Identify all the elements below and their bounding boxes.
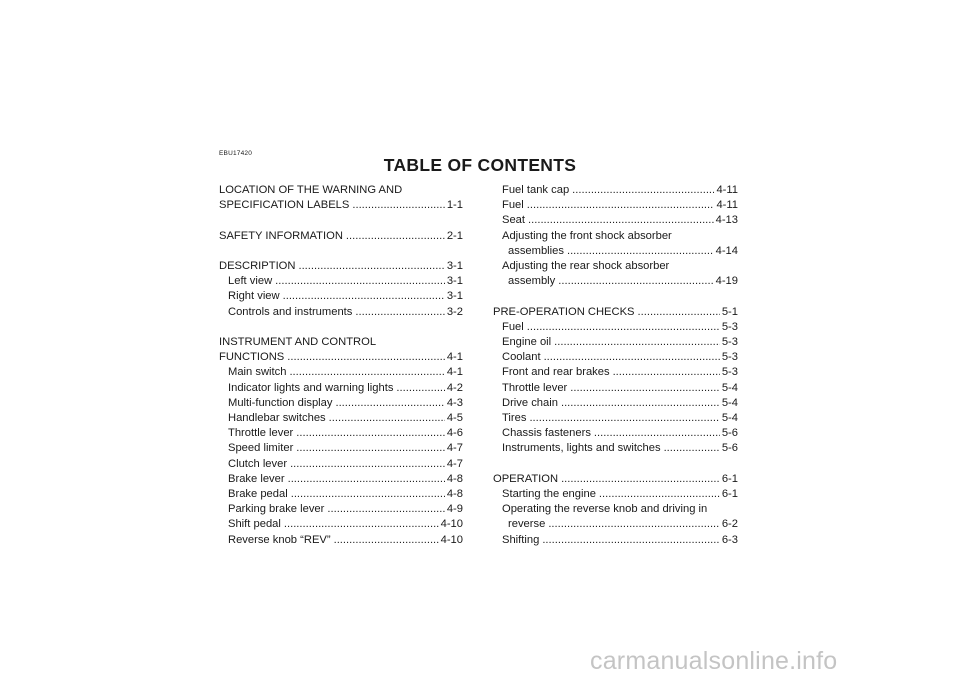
page-title: TABLE OF CONTENTS [383,155,577,175]
toc-entry-title: Indicator lights and warning lights [228,381,394,394]
dot-leader [594,426,720,441]
toc-page-number: 4-10 [440,533,463,546]
toc-heading-line: Adjusting the rear shock absorber [502,260,670,273]
toc-page-number: 4-11 [716,199,738,212]
toc-entry[interactable] [493,381,738,396]
toc-entry-title: reverse [508,518,546,531]
toc-page-number: 4-3 [446,396,463,409]
toc-page-number: 4-8 [446,472,463,485]
dot-leader [561,396,720,411]
toc-entry-title: Throttle lever [502,381,568,394]
dot-leader [544,350,720,365]
dot-leader [561,472,720,487]
toc-entry[interactable] [493,213,738,228]
toc-entry[interactable] [493,365,738,380]
toc-page-number: 3-1 [446,290,463,303]
toc-page-number: 4-1 [446,366,463,379]
toc-entry-title: Main switch [228,366,287,379]
toc-entry-title: SAFETY INFORMATION [219,229,343,242]
toc-page-number: 4-9 [446,503,463,516]
toc-entry-title: Reverse knob “REV” [228,533,331,546]
toc-page-number: 4-7 [446,442,463,455]
dot-leader [291,487,445,502]
toc-entry-title: Drive chain [502,396,558,409]
toc-left-column [219,183,463,548]
toc-entry-title: Throttle lever [228,427,294,440]
toc-right-column [493,183,738,548]
dot-leader [599,487,720,502]
toc-entry-title: Left view [228,275,273,288]
toc-spacer [493,457,738,472]
toc-page-number: 5-4 [721,412,738,425]
dot-leader [290,457,445,472]
toc-entry[interactable] [219,441,463,456]
toc-entry[interactable] [219,259,463,274]
toc-entry-title: OPERATION [493,472,559,485]
dot-leader [352,198,444,213]
toc-page-number: 5-3 [721,366,738,379]
dot-leader [542,533,720,548]
toc-entry-title: SPECIFICATION LABELS [219,199,350,212]
toc-entry[interactable] [493,183,738,198]
toc-heading-line: LOCATION OF THE WARNING AND [219,184,403,196]
dot-leader [572,183,714,198]
toc-entry[interactable] [493,472,738,487]
toc-entry-title: Brake pedal [228,488,288,501]
toc-entry-title: Coolant [502,351,541,364]
toc-page-number: 4-7 [446,457,463,470]
toc-entry-title: FUNCTIONS [219,351,285,364]
toc-page-number: 4-14 [715,244,738,257]
dot-leader [289,365,444,380]
toc-page-number: 4-8 [446,488,463,501]
toc-entry[interactable] [219,533,463,548]
toc-entry[interactable] [219,305,463,320]
toc-entry-title: Right view [228,290,280,303]
toc-heading-line: Operating the reverse knob and driving in [502,503,708,516]
dot-leader [327,502,444,517]
toc-entry[interactable] [219,396,463,411]
toc-entry[interactable] [493,533,738,548]
dot-leader [529,411,719,426]
toc-entry-title: Shifting [502,533,540,546]
toc-page-number: 4-1 [446,351,463,364]
toc-entry-title: Shift pedal [228,518,281,531]
toc-page-number: 1-1 [446,199,463,212]
toc-entry[interactable] [219,472,463,487]
toc-page-number: 2-1 [446,229,463,242]
toc-heading-line: Adjusting the front shock absorber [502,229,672,242]
dot-leader [334,533,439,548]
toc-page-number: 4-13 [715,214,738,227]
toc-page-number: 6-1 [721,472,738,485]
toc-page-number: 6-3 [721,533,738,546]
toc-entry[interactable] [219,198,463,213]
toc-page-number: 5-6 [721,442,738,455]
dot-leader [527,198,715,213]
dot-leader [283,289,445,304]
toc-entry[interactable] [219,350,463,365]
toc-spacer [219,244,463,259]
toc-entry[interactable] [219,487,463,502]
toc-entry-title: Fuel [502,199,524,212]
toc-entry[interactable] [219,365,463,380]
toc-entry-title: DESCRIPTION [219,259,296,272]
dot-leader [329,411,445,426]
dot-leader [284,517,439,532]
dot-leader [638,305,720,320]
toc-entry-title: Tires [502,412,527,425]
toc-entry-title: Front and rear brakes [502,366,610,379]
toc-page-number: 4-19 [715,275,738,288]
toc-spacer [219,213,463,228]
toc-entry[interactable] [219,517,463,532]
toc-entry[interactable] [493,320,738,335]
toc-page-number: 5-3 [721,336,738,349]
toc-entry[interactable] [493,198,738,213]
toc-entry-title: assemblies [508,244,564,257]
toc-entry[interactable] [219,381,463,396]
toc-page-number: 4-5 [446,412,463,424]
toc-entry[interactable] [493,441,738,456]
toc-page-number: 5-1 [721,305,738,318]
toc-entry-title: Fuel [502,320,524,333]
dot-leader [567,244,714,259]
toc-page-number: 5-4 [721,381,738,394]
dot-leader [296,426,445,441]
toc-entry-title: Engine oil [502,336,552,349]
toc-page-number: 4-10 [440,518,463,531]
toc-entry-title: Seat [502,214,526,227]
dot-leader [296,441,445,456]
toc-entry[interactable] [219,426,463,441]
toc-entry[interactable] [219,229,463,244]
toc-spacer [493,289,738,304]
toc-entry[interactable] [493,517,738,532]
toc-page-number: 6-1 [721,488,738,501]
toc-entry[interactable] [493,244,738,259]
dot-leader [613,365,720,380]
dot-leader [355,305,444,320]
toc-entry-title: Speed limiter [228,442,294,455]
toc-page-number: 3-2 [446,305,463,318]
toc-entry[interactable] [493,411,738,426]
toc-page-number: 6-2 [721,518,738,531]
dot-leader [527,320,720,335]
dot-leader [570,381,720,396]
toc-page-number: 5-6 [721,427,738,440]
toc-entry[interactable] [493,487,738,502]
toc-entry-title: Brake lever [228,472,285,485]
toc-page-number: 3-1 [446,259,463,272]
toc-entry[interactable] [493,335,738,350]
toc-page-number: 4-6 [446,427,463,440]
dot-leader [287,350,445,365]
toc-entry[interactable] [493,305,738,320]
toc-entry[interactable] [493,426,738,441]
toc-entry-title: Instruments, lights and switches [502,442,661,455]
dot-leader [396,381,444,396]
dot-leader [288,472,445,487]
toc-entry[interactable] [219,502,463,517]
toc-page-number: 5-3 [721,351,738,364]
toc-page-number: 4-11 [716,184,738,196]
toc-entry-title: Starting the engine [502,488,596,501]
toc-entry-title: assembly [508,275,556,288]
toc-entry[interactable] [219,274,463,289]
toc-entry[interactable] [493,274,738,289]
dot-leader [346,229,445,244]
dot-leader [558,274,713,289]
toc-spacer [219,320,463,335]
toc-page-number: 3-1 [446,275,463,288]
dot-leader [275,274,445,289]
toc-entry[interactable] [219,289,463,304]
toc-entry-title: Handlebar switches [228,412,326,424]
toc-entry[interactable] [493,350,738,365]
toc-page-number: 5-3 [721,320,738,333]
document-code: EBU17420 [219,150,253,157]
toc-page-number: 5-4 [721,396,738,409]
toc-entry[interactable] [219,457,463,472]
dot-leader [548,517,720,532]
toc-heading-line: INSTRUMENT AND CONTROL [219,335,377,348]
toc-entry-title: Controls and instruments [228,305,353,318]
toc-entry-title: Clutch lever [228,457,288,470]
toc-entry[interactable] [493,396,738,411]
toc-page-number: 4-2 [446,381,463,394]
dot-leader [298,259,444,274]
toc-entry-title: Fuel tank cap [502,184,570,196]
dot-leader [554,335,720,350]
dot-leader [528,213,714,228]
dot-leader [664,441,720,456]
dot-leader [335,396,444,411]
toc-entry-title: Multi-function display [228,396,333,409]
toc-entry-title: Parking brake lever [228,503,325,516]
toc-entry[interactable] [219,411,463,426]
toc-entry-title: Chassis fasteners [502,427,591,440]
toc-entry-title: PRE-OPERATION CHECKS [493,305,635,318]
watermark: carmanualsonline.info [590,647,838,675]
